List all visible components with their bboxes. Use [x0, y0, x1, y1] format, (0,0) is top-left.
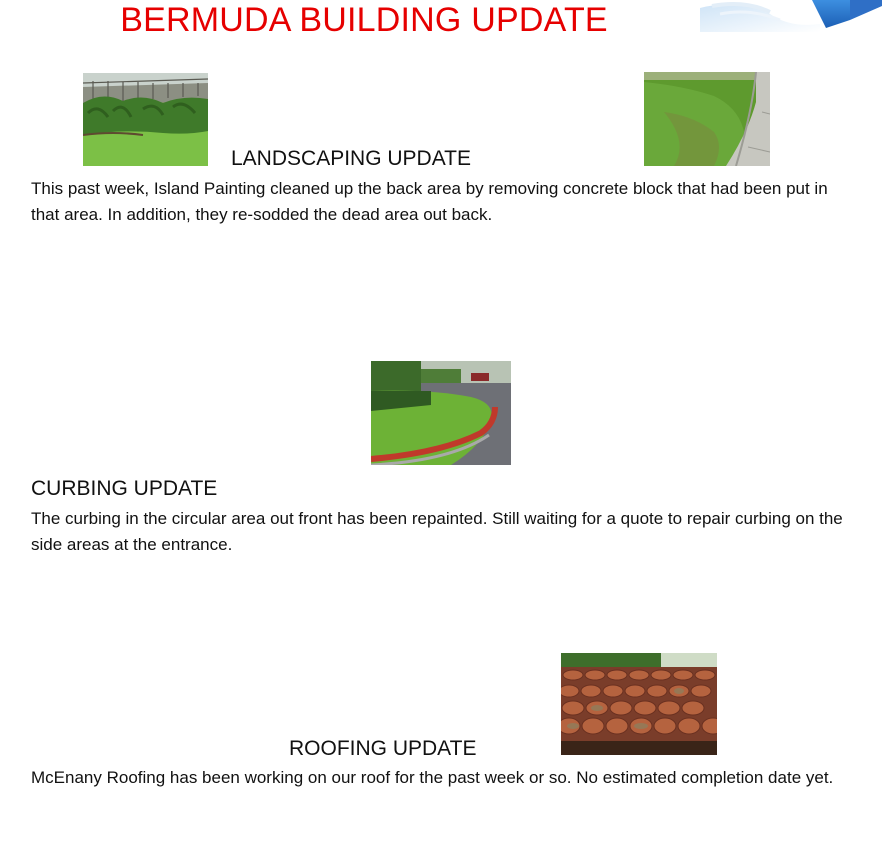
section-body-roofing: McEnany Roofing has been working on our roof for the past week or so. No estimated completion date yet. — [31, 768, 834, 787]
page-title: BERMUDA BUILDING UPDATE — [120, 1, 608, 39]
section-body-curbing: The curbing in the circular area out front has been repainted. Still waiting for a quote to repair curbing on the side areas at the entrance. — [31, 509, 843, 554]
section-heading-curbing: CURBING UPDATE — [31, 477, 218, 500]
curbing-photo — [371, 361, 511, 465]
section-heading-roofing: ROOFING UPDATE — [289, 737, 477, 760]
logo-graphic — [700, 0, 882, 32]
roofing-photo — [561, 653, 717, 755]
landscaping-photo-back-area — [83, 73, 208, 166]
section-body-landscaping: This past week, Island Painting cleaned up the back area by removing concrete block that had been put in that area. In addition, they re-sodded the dead area out back. — [31, 179, 828, 224]
section-heading-landscaping: LANDSCAPING UPDATE — [231, 147, 471, 170]
landscaping-photo-sidewalk — [644, 72, 770, 166]
